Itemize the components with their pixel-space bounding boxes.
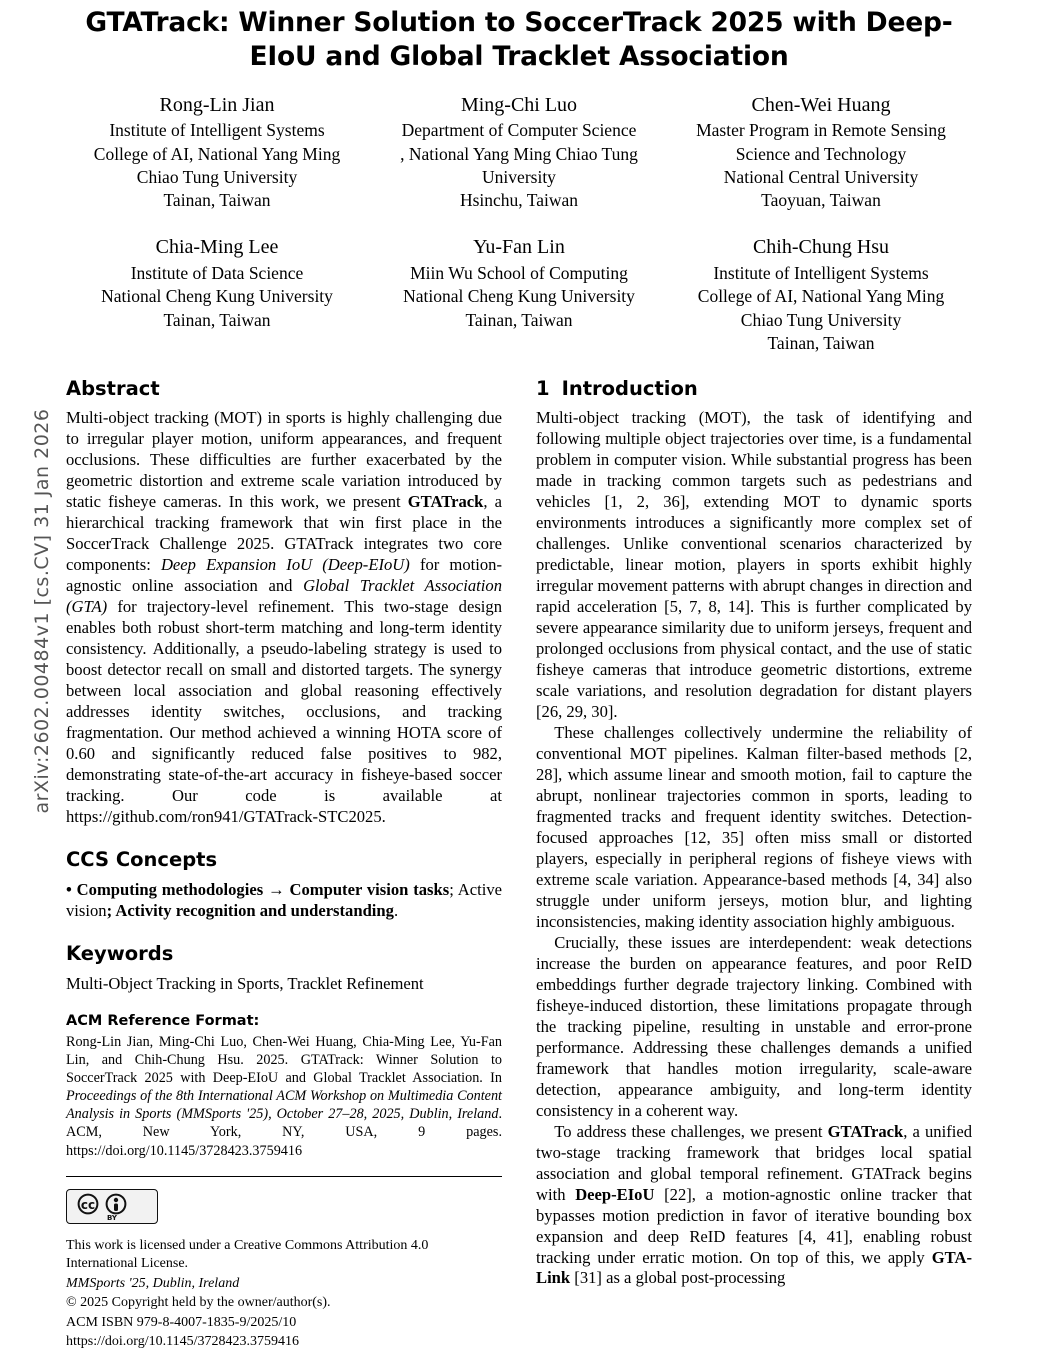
author-name: Yu-Fan Lin [473, 236, 565, 259]
intro-p4-b: , a unified two-stage tracking framework that bridges local spatial association and global temporal refinement. GTATrack begins with [536, 1121, 972, 1204]
author-affiliation-line: Master Program in Remote Sensing [696, 120, 946, 141]
author-affiliation-line: Tainan, Taiwan [767, 332, 875, 353]
author-block [670, 92, 972, 213]
acm-reference-text [66, 1033, 502, 1160]
author-affiliation-line: Miin Wu School of Computing [410, 263, 628, 284]
intro-bold-gta-link: GTA-Link [536, 1247, 972, 1288]
author-affiliation-line: National Central University [723, 166, 919, 187]
author-name: Chih-Chung Hsu [752, 236, 890, 259]
intro-paragraph-1: Multi-object tracking (MOT), the task of identifying and following multiple object trajectories over time, is a fundamental problem in computer vision. While substantial progress has been made in tracking common targets such as pedestrians and vehicles [1, 2, 36], extending MOT to dynamic sports environments introduces a significantly more complex set of challenges. Unlike conventional scenarios characterized by predictable, linear motion, players in sports exhibit highly irregular movement patterns with abrupt changes in direction and rapid acceleration [5, 7, 8, 14]. This is further complicated by severe appearance similarity due to uniform jerseys, frequent and prolonged occlusions from physical contact, and the use of static fisheye cameras that introduce geometric distortions, extreme scale variations, and resolution degradation for distant players [26, 29, 30]. [536, 408, 972, 721]
author-affiliation-line: Institute of Intelligent Systems [713, 263, 929, 284]
author-affiliation-line: , National Yang Ming Chiao Tung [400, 143, 638, 164]
author-block [368, 92, 670, 213]
abstract-bold-gtatrack: GTATrack [407, 492, 484, 512]
author-affiliation-line: Institute of Intelligent Systems [109, 120, 325, 141]
author-affiliation-line: National Cheng Kung University [403, 286, 635, 307]
license-block [66, 1237, 502, 1352]
left-column [66, 377, 502, 1352]
arxiv-stamp: arXiv:2602.00484v1 [cs.CV] 31 Jan 2026 [31, 408, 53, 814]
divider [66, 1176, 502, 1177]
author-block [66, 92, 368, 213]
abstract-text-b: , a hierarchical tracking framework that win first place in the SoccerTrack Challenge 2025. GTATrack integrates two core components: [66, 492, 502, 575]
author-affiliation-line: Tainan, Taiwan [163, 190, 271, 211]
author-name: Ming-Chi Luo [460, 93, 578, 116]
ccs-end: . [393, 901, 399, 921]
author-affiliation-line: Department of Computer Science [401, 120, 637, 141]
intro-p4-c: [22], a motion-agnostic online tracker that bypasses motion prediction in favor of iterative bounding box expansion and deep ReID features [4, 41], enabling robust tracking under erratic motion. On top of this, we apply [536, 1184, 972, 1267]
author-affiliation-line: College of AI, National Yang Ming [93, 143, 341, 164]
author-affiliation-line: National Cheng Kung University [101, 286, 333, 307]
section-title: Introduction [561, 377, 698, 401]
author-name: Rong-Lin Jian [159, 93, 275, 116]
intro-paragraph-2: These challenges collectively undermine the reliability of conventional MOT pipelines. Kalman filter-based methods [2, 28], which assume linear and smooth motion, fail to capture the abrupt, nonlinear trajectories common in sports, leading to fragmented tracks and frequent identity switches. Detection-focused approaches [12, 35] often miss small or distorted players, especially in peripheral regions of fisheye views with extreme scale variation. Appearance-based methods [4, 34] also struggle under uniform jerseys, motion blur, and lighting inconsistencies, making identity association highly ambiguous. [536, 722, 972, 931]
author-affiliation-line: Hsinchu, Taiwan [459, 190, 578, 211]
acm-ref-b: . ACM, New York, NY, USA, 9 pages. https://doi.org/10.1145/3728423.3759416 [66, 1106, 502, 1159]
ccs-concepts-heading: CCS Concepts [66, 847, 218, 871]
intro-bold-deep-eiou: Deep-EIoU [575, 1184, 655, 1204]
abstract-heading: Abstract [66, 377, 160, 401]
intro-p4-a: To address these challenges, we present [554, 1121, 828, 1141]
author-name: Chia-Ming Lee [155, 236, 279, 259]
author-affiliation-line: Tainan, Taiwan [465, 309, 573, 330]
svg-text:BY: BY [106, 1213, 118, 1221]
author-affiliation-line: Science and Technology [735, 143, 907, 164]
intro-paragraph-4 [536, 1122, 972, 1290]
creative-commons-badge [66, 1189, 158, 1224]
license-isbn: ACM ISBN 979-8-4007-1835-9/2025/10 [66, 1314, 297, 1330]
author-block [66, 234, 368, 355]
intro-bold-gtatrack: GTATrack [827, 1121, 904, 1141]
author-affiliation-line: Tainan, Taiwan [163, 309, 271, 330]
author-block [368, 234, 670, 355]
intro-p4-d: [31] as a global post-processing [570, 1268, 786, 1288]
author-affiliation-line: Chiao Tung University [740, 309, 902, 330]
right-column [536, 377, 972, 1352]
cc-by-icon [73, 1193, 151, 1221]
author-row-1 [66, 92, 972, 213]
license-doi: https://doi.org/10.1145/3728423.3759416 [66, 1334, 299, 1350]
svg-text:cc: cc [80, 1197, 96, 1212]
abstract-text-d: for trajectory-level refinement. This two-stage design enables both robust short-term matching and long-term identity consistency. Additionally, a pseudo-labeling strategy is used to boost detector recall on small and distorted targets. The synergy between local association and global reasoning effectively addresses identity switches, occlusions, and tracking fragmentation. Our method achieved a winning HOTA score of 0.60 and significantly reduced false positives to 982, demonstrating state-of-the-art accuracy in fisheye-based soccer tracking. Our code is available at https://github.com/ron941/GTATrack-STC2025. [66, 596, 502, 826]
paper-content [66, 0, 972, 1353]
ccs-concepts-text [66, 879, 502, 922]
introduction-heading [536, 377, 972, 400]
ccs-term-1: • Computing methodologies → Computer vision tasks [66, 879, 450, 899]
two-column-body [66, 377, 972, 1352]
abstract-paragraph [66, 408, 502, 828]
keywords-heading: Keywords [66, 941, 174, 965]
author-row-2 [66, 234, 972, 355]
page-title: GTATrack: Winner Solution to SoccerTrack 2025 with Deep-EIoU and Global Tracklet Association [85, 7, 953, 72]
license-venue: MMSports '25, Dublin, Ireland [66, 1275, 240, 1291]
keywords-text: Multi-Object Tracking in Sports, Tracklet Refinement [66, 973, 424, 993]
author-affiliation-line: University [482, 166, 556, 187]
abstract-italic-deep-eiou: Deep Expansion IoU (Deep-EIoU) [160, 555, 410, 575]
license-line: This work is licensed under a Creative Commons Attribution 4.0 International License. [66, 1237, 429, 1272]
acm-ref-a: Rong-Lin Jian, Ming-Chi Luo, Chen-Wei Huang, Chia-Ming Lee, Yu-Fan Lin, and Chih-Chung Hsu. 2025. GTATrack: Winner Solution to SoccerTrack 2025 with Deep-EIoU and Global Tracklet Association. In [66, 1033, 502, 1086]
author-name: Chen-Wei Huang [751, 93, 891, 116]
author-affiliation-line: College of AI, National Yang Ming [697, 286, 945, 307]
intro-paragraph-3: Crucially, these issues are interdependent: weak detections increase the burden on appearance features, and poor ReID embeddings further degrade trajectory linking. Combined with fisheye-induced distortion, these limitations propagate through the tracking pipeline, resulting in unstable and error-prone performance. Addressing these challenges demands a unified framework that handles motion irregularity, scale-aware detection, appearance ambiguity, and long-term identity consistency in a coherent way. [536, 932, 972, 1120]
license-copyright: © 2025 Copyright held by the owner/author(s). [66, 1295, 331, 1311]
abstract-text-c: for motion-agnostic online association and [66, 555, 502, 595]
author-block [670, 234, 972, 355]
acm-reference-heading: ACM Reference Format: [66, 1012, 260, 1029]
section-number: 1 [536, 377, 550, 401]
ccs-term-2-bold: ; Activity recognition and understanding [106, 901, 394, 921]
author-affiliation-line: Taoyuan, Taiwan [761, 190, 881, 211]
author-affiliation-line: Institute of Data Science [130, 263, 304, 284]
abstract-text-a: Multi-object tracking (MOT) in sports is highly challenging due to irregular player motion, uniform appearances, and frequent occlusions. These difficulties are further exacerbated by the geometric distortion and extreme scale variation introduced by static fisheye cameras. In this work, we present [66, 408, 502, 512]
ccs-sep-1: ; Active vision [66, 879, 502, 921]
author-affiliation-line: Chiao Tung University [136, 166, 298, 187]
abstract-italic-gta: Global Tracklet Association (GTA) [66, 576, 502, 616]
acm-ref-venue: Proceedings of the 8th International ACM Workshop on Multimedia Content Analysis in Sports (MMSports '25), October 27–28, 2025, Dublin, Ireland [66, 1088, 502, 1123]
